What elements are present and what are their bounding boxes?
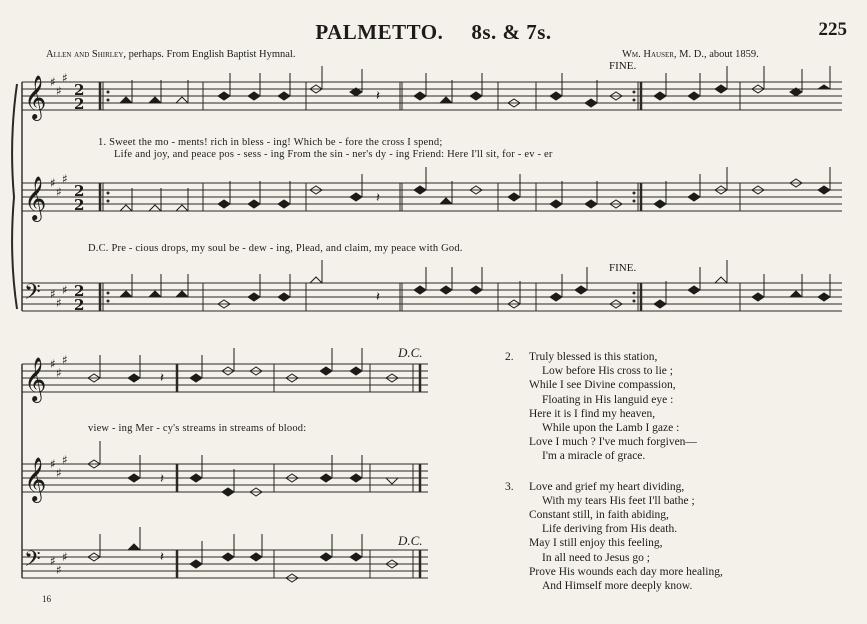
credit-right-date: about 1859. [709,49,759,60]
staff-bass-1 [22,283,842,311]
svg-text:♯: ♯ [56,563,62,577]
treble-clef-icon: 𝄞 [24,75,47,119]
svg-text:𝄽: 𝄽 [376,191,380,206]
verse-line: And Himself more deeply know. [542,580,693,593]
verse-line: Prove His wounds each day more healing, [529,565,723,578]
system-1-brace [12,82,22,311]
treble-clef-icon: 𝄞 [24,176,47,220]
staff-alto-2 [22,464,428,492]
staff-bass-2 [22,550,428,578]
svg-text:♯: ♯ [50,176,56,190]
svg-text:𝄽: 𝄽 [160,550,164,565]
svg-text:𝄽: 𝄽 [160,371,164,386]
verse-line: Low before His cross to lie ; [542,365,673,378]
fine-marking: FINE. [609,60,637,72]
verse-line: I'm a miracle of grace. [542,450,646,463]
svg-text:♯: ♯ [62,550,68,564]
svg-text:♯: ♯ [50,287,56,301]
verse-line: Floating in His languid eye : [542,393,674,406]
verse-3 [505,480,723,594]
notes-bass-1 [120,260,830,308]
svg-text:♯: ♯ [62,353,68,367]
verse-number: 3. [505,480,514,493]
key-signature-icons [50,71,68,310]
key-signature-icons [50,353,68,577]
verse-line: While upon the Lamb I gaze : [542,422,680,435]
svg-text:𝄽: 𝄽 [160,472,164,487]
svg-text:2: 2 [74,196,85,214]
meter: 8s. & 7s. [471,20,552,44]
svg-text:𝄽: 𝄽 [376,290,380,305]
svg-text:♯: ♯ [62,283,68,297]
svg-text:♯: ♯ [56,466,62,480]
verse-line: While I see Divine compassion, [529,379,676,392]
verse-line: Constant still, in faith abiding, [529,509,669,522]
credit-left-names: Allen and Shirley, [46,49,127,60]
treble-clef-icon: 𝄞 [24,457,47,501]
svg-text:♯: ♯ [56,185,62,199]
dc-marking: D.C. [398,345,423,360]
svg-text:♯: ♯ [50,457,56,471]
verse-line: Truly blessed is this station, [529,351,658,363]
page-number: 225 [818,19,847,40]
time-signature-icons [74,81,84,314]
svg-text:2: 2 [74,182,85,200]
svg-text:♯: ♯ [56,296,62,310]
repeat-barlines [100,82,103,311]
lyric-line-dc: D.C. Pre - cious drops, my soul be - dew - ing, Plead, and claim, my peace with God. [88,243,463,254]
credit-right-name: Wm. Hauser, M. D., [622,49,707,60]
verse-line: May I still enjoy this feeling, [529,537,663,550]
staff-treble-2 [22,364,428,392]
svg-text:♯: ♯ [62,71,68,85]
verse-line: With my tears His feet I'll bathe ; [542,494,695,507]
svg-text:𝄽: 𝄽 [376,89,380,104]
verse-number: 2. [505,351,514,363]
svg-text:♯: ♯ [62,172,68,186]
lyric-line-1: 1. Sweet the mo - ments! rich in bless - ing! Which be - fore the cross I spend; [98,137,443,148]
signature-mark: 16 [42,594,51,604]
svg-text:2: 2 [74,81,85,99]
tune-name: PALMETTO. [315,20,444,44]
credit-left-source: perhaps. From English Baptist Hymnal. [128,49,296,60]
verse-line: Love and grief my heart dividing, [529,480,685,493]
lyric-line-2: Life and joy, and peace pos - sess - ing From the sin - ner's dy - ing Friend: Here I'll sit, for - ev - er [114,149,553,160]
notes-treble-1 [120,66,830,107]
system-1-barlines [203,82,740,311]
svg-text:2: 2 [74,282,85,300]
additional-verses [505,350,723,609]
svg-text:♯: ♯ [50,75,56,89]
dc-marking-bass: D.C. [398,533,423,548]
treble-clef-icon: 𝄞 [24,357,47,401]
svg-text:♯: ♯ [56,366,62,380]
notes-system-2 [88,348,398,582]
verse-line: Life deriving from His death. [542,523,678,536]
svg-text:♯: ♯ [50,357,56,371]
svg-text:2: 2 [74,95,85,113]
repeat-dots [107,91,636,303]
verse-2 [505,350,723,464]
svg-text:♯: ♯ [62,453,68,467]
rest-icons [160,89,380,565]
bass-clef-icon: 𝄢 [24,280,41,310]
svg-text:♯: ♯ [56,84,62,98]
bass-clef-icon: 𝄢 [24,547,41,577]
svg-text:2: 2 [74,296,85,314]
lyric-line-3: view - ing Mer - cy's streams in streams of blood: [88,423,307,434]
verse-line: In all need to Jesus go ; [542,551,650,564]
fine-marking-bass: FINE. [609,262,637,274]
verse-line: Love I much ? I've much forgiven— [529,436,697,449]
svg-text:♯: ♯ [50,554,56,568]
verse-line: Here it is I find my heaven, [529,407,656,420]
